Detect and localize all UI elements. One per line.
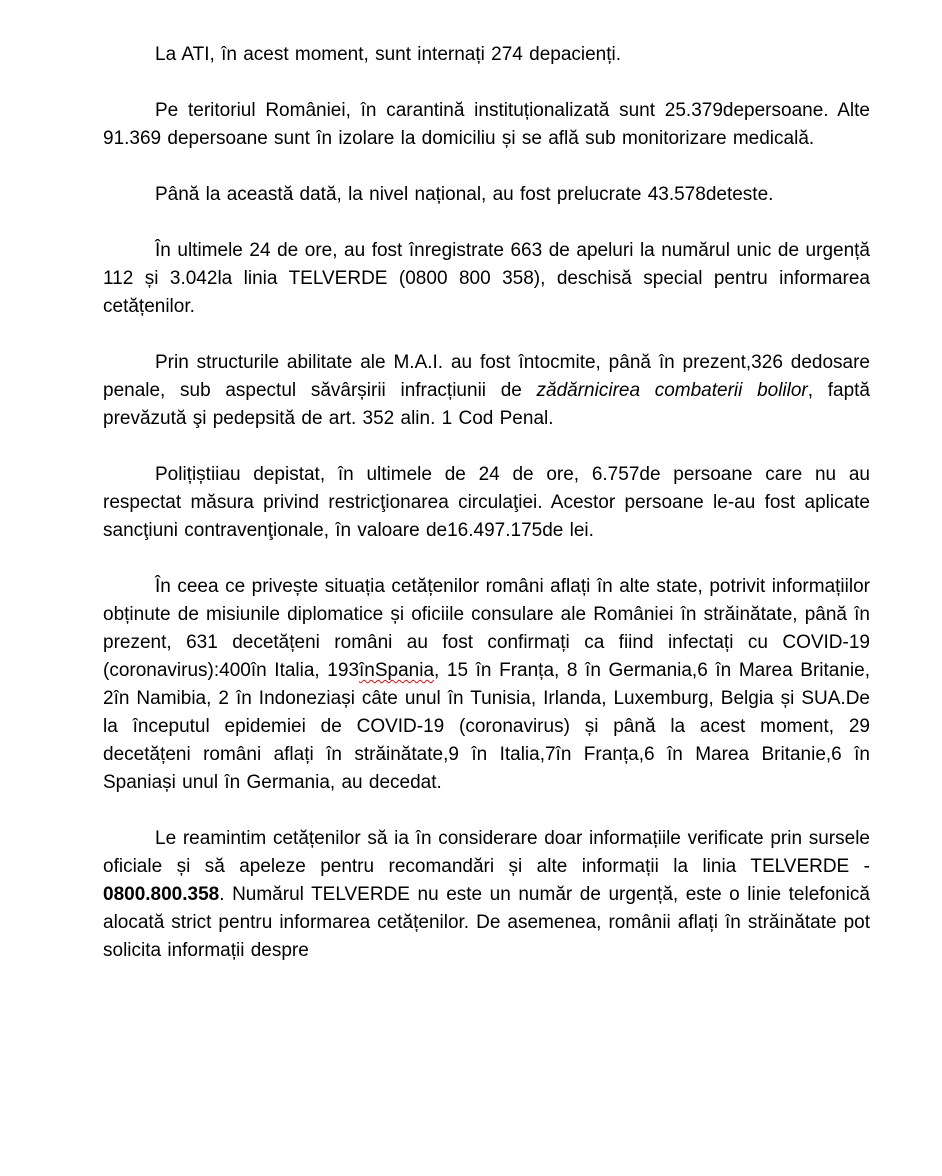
paragraph-1 (103, 41, 870, 69)
paragraph-5 (103, 349, 870, 433)
paragraph-6 (103, 461, 870, 545)
paragraph-4 (103, 237, 870, 321)
document-body (103, 41, 870, 965)
misspelled-text-run: înSpania (359, 660, 435, 681)
paragraph-2 (103, 97, 870, 153)
text-run: Pe teritoriul României, în carantină instituționalizată sunt 25.379depersoane. Alte 91.369 depersoane sunt în izolare la domiciliu și se află sub monitorizare medicală. (103, 100, 870, 149)
italic-text-run: zădărnicirea combaterii bolilor (536, 380, 808, 401)
text-run: Până la această dată, la nivel național, au fost prelucrate 43.578deteste. (155, 184, 774, 205)
paragraph-8 (103, 825, 870, 965)
paragraph-3 (103, 181, 870, 209)
text-run: Polițiștiiau depistat, în ultimele de 24 de ore, 6.757de persoane care nu au respectat măsura privind restricţionarea circulaţiei. Acestor persoane le-au fost aplicate sancţiuni contravenţionale, în valoare de16.497.175de lei. (103, 464, 870, 541)
paragraph-7 (103, 573, 870, 797)
text-run: La ATI, în acest moment, sunt internați 274 depacienți. (155, 44, 622, 65)
text-run: . Numărul TELVERDE nu este un număr de urgență, este o linie telefonică alocată strict pentru informarea cetățenilor. De asemenea, românii aflați în străinătate pot solicita informații despre (103, 884, 870, 961)
bold-text-run: 0800.800.358 (103, 884, 220, 905)
text-run: În ultimele 24 de ore, au fost înregistrate 663 de apeluri la numărul unic de urgență 112 și 3.042la linia TELVERDE (0800 800 358), deschisă special pentru informarea cetățenilor. (103, 240, 870, 317)
text-run: , 15 în Franța, 8 în Germania,6 în Marea Britanie, 2în Namibia, 2 în Indoneziași câte unul în Tunisia, Irlanda, Luxemburg, Belgia și SUA.De la începutul epidemiei de COVID-19 (coronavirus) și până la acest moment, 29 decetățeni români aflați în străinătate,9 în Italia,7în Franța,6 în Marea Britanie,6 în Spaniași unul în Germania, au decedat. (103, 660, 870, 793)
text-run: În ceea ce privește situația cetățenilor români aflați în alte state, potrivit informațiilor obținute de misiunile diplomatice și oficiile consulare ale României în străinătate, până în prezent, 631 decetățeni români au fost confirmați ca fiind infectați cu COVID-19 (coronavirus):400în Italia, 193 (103, 576, 870, 681)
text-run: Prin structurile abilitate ale M.A.I. au fost întocmite, până în prezent,326 dedosare penale, sub aspectul săvârșirii infracțiunii de (103, 352, 870, 401)
text-run: Le reamintim cetățenilor să ia în considerare doar informațiile verificate prin sursele oficiale și să apeleze pentru recomandări și alte informații la linia TELVERDE - (103, 828, 870, 877)
text-run: , faptă prevăzută şi pedepsită de art. 352 alin. 1 Cod Penal. (103, 380, 870, 429)
